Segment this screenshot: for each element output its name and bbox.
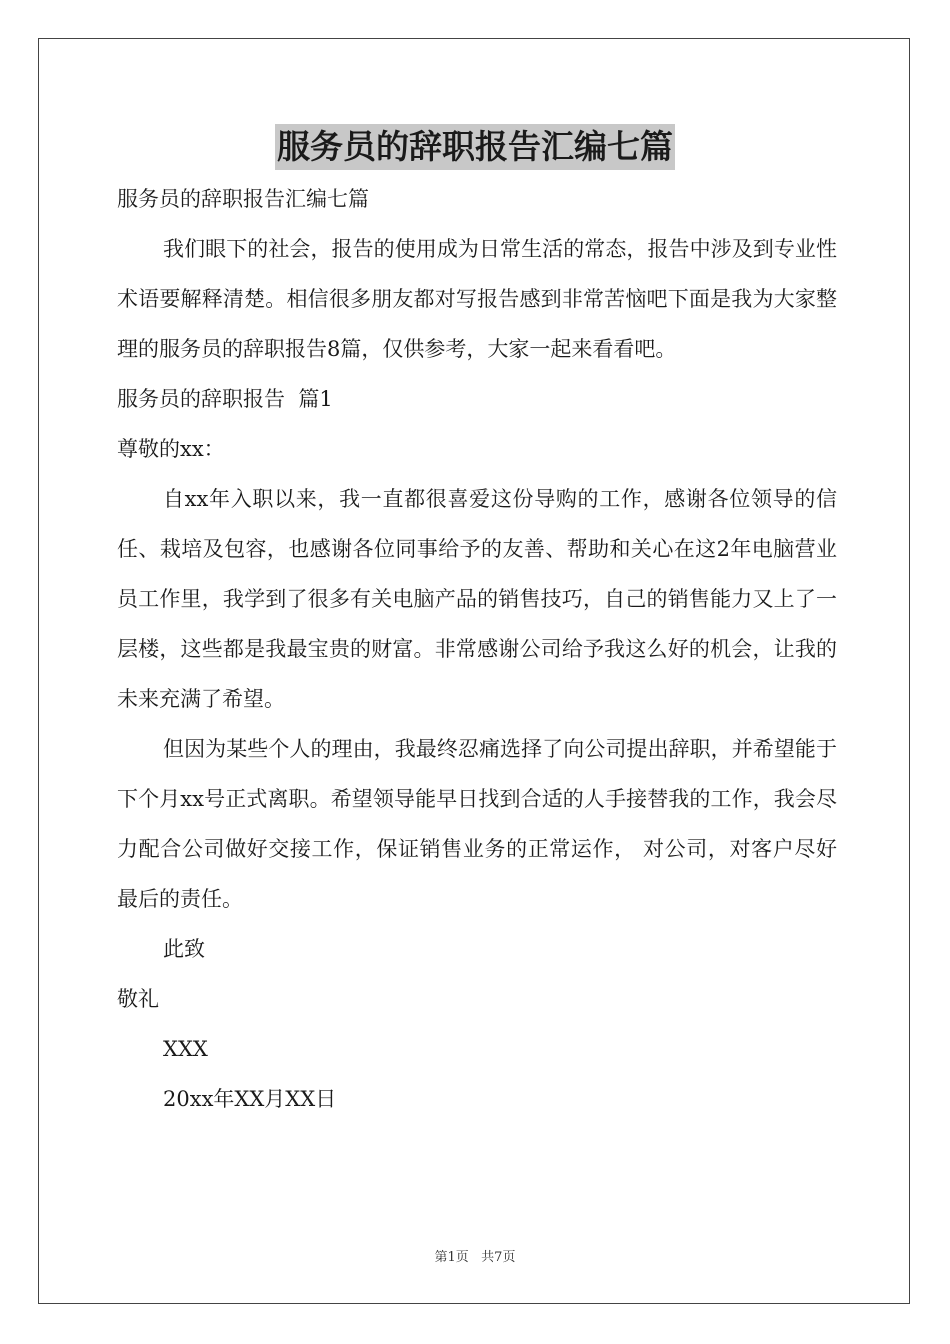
intro-paragraph: 我们眼下的社会，报告的使用成为日常生活的常态，报告中涉及到专业性术语要解释清楚。相信很多朋友都对写报告感到非常苦恼吧下面是我为大家整理的服务员的辞职报告8篇，仅供参考，大家一起来看看吧。 bbox=[117, 237, 837, 361]
signature: XXX bbox=[163, 1037, 208, 1061]
document-title: 服务员的辞职报告汇编七篇 bbox=[275, 124, 675, 170]
page-number: 第1页 共7页 bbox=[434, 1250, 516, 1265]
closing-salute: 敬礼 bbox=[117, 987, 159, 1011]
body-paragraph-2: 但因为某些个人的理由，我最终忍痛选择了向公司提出辞职，并希望能于下个月xx号正式离职。希望领导能早日找到合适的人手接替我的工作，我会尽力配合公司做好交接工作，保证销售业务的正常运作， 对公司，对客户尽好最后的责任。 bbox=[117, 737, 837, 911]
body-paragraph-1: 自xx年入职以来，我一直都很喜爱这份导购的工作，感谢各位领导的信任、栽培及包容，也感谢各位同事给予的友善、帮助和关心在这2年电脑营业员工作里，我学到了很多有关电脑产品的销售技巧，自己的销售能力又上了一层楼，这些都是我最宝贵的财富。非常感谢公司给予我这么好的机会，让我的未来充满了希望。 bbox=[117, 487, 837, 711]
date-line: 20xx年XX月XX日 bbox=[163, 1087, 337, 1111]
section-heading: 服务员的辞职报告 篇1 bbox=[117, 387, 333, 411]
salutation: 尊敬的xx： bbox=[117, 437, 225, 461]
document-subtitle: 服务员的辞职报告汇编七篇 bbox=[117, 187, 369, 211]
page-footer bbox=[0, 1246, 950, 1265]
closing-regards: 此致 bbox=[163, 937, 205, 961]
document-body bbox=[117, 174, 837, 1124]
title-container bbox=[0, 124, 950, 170]
